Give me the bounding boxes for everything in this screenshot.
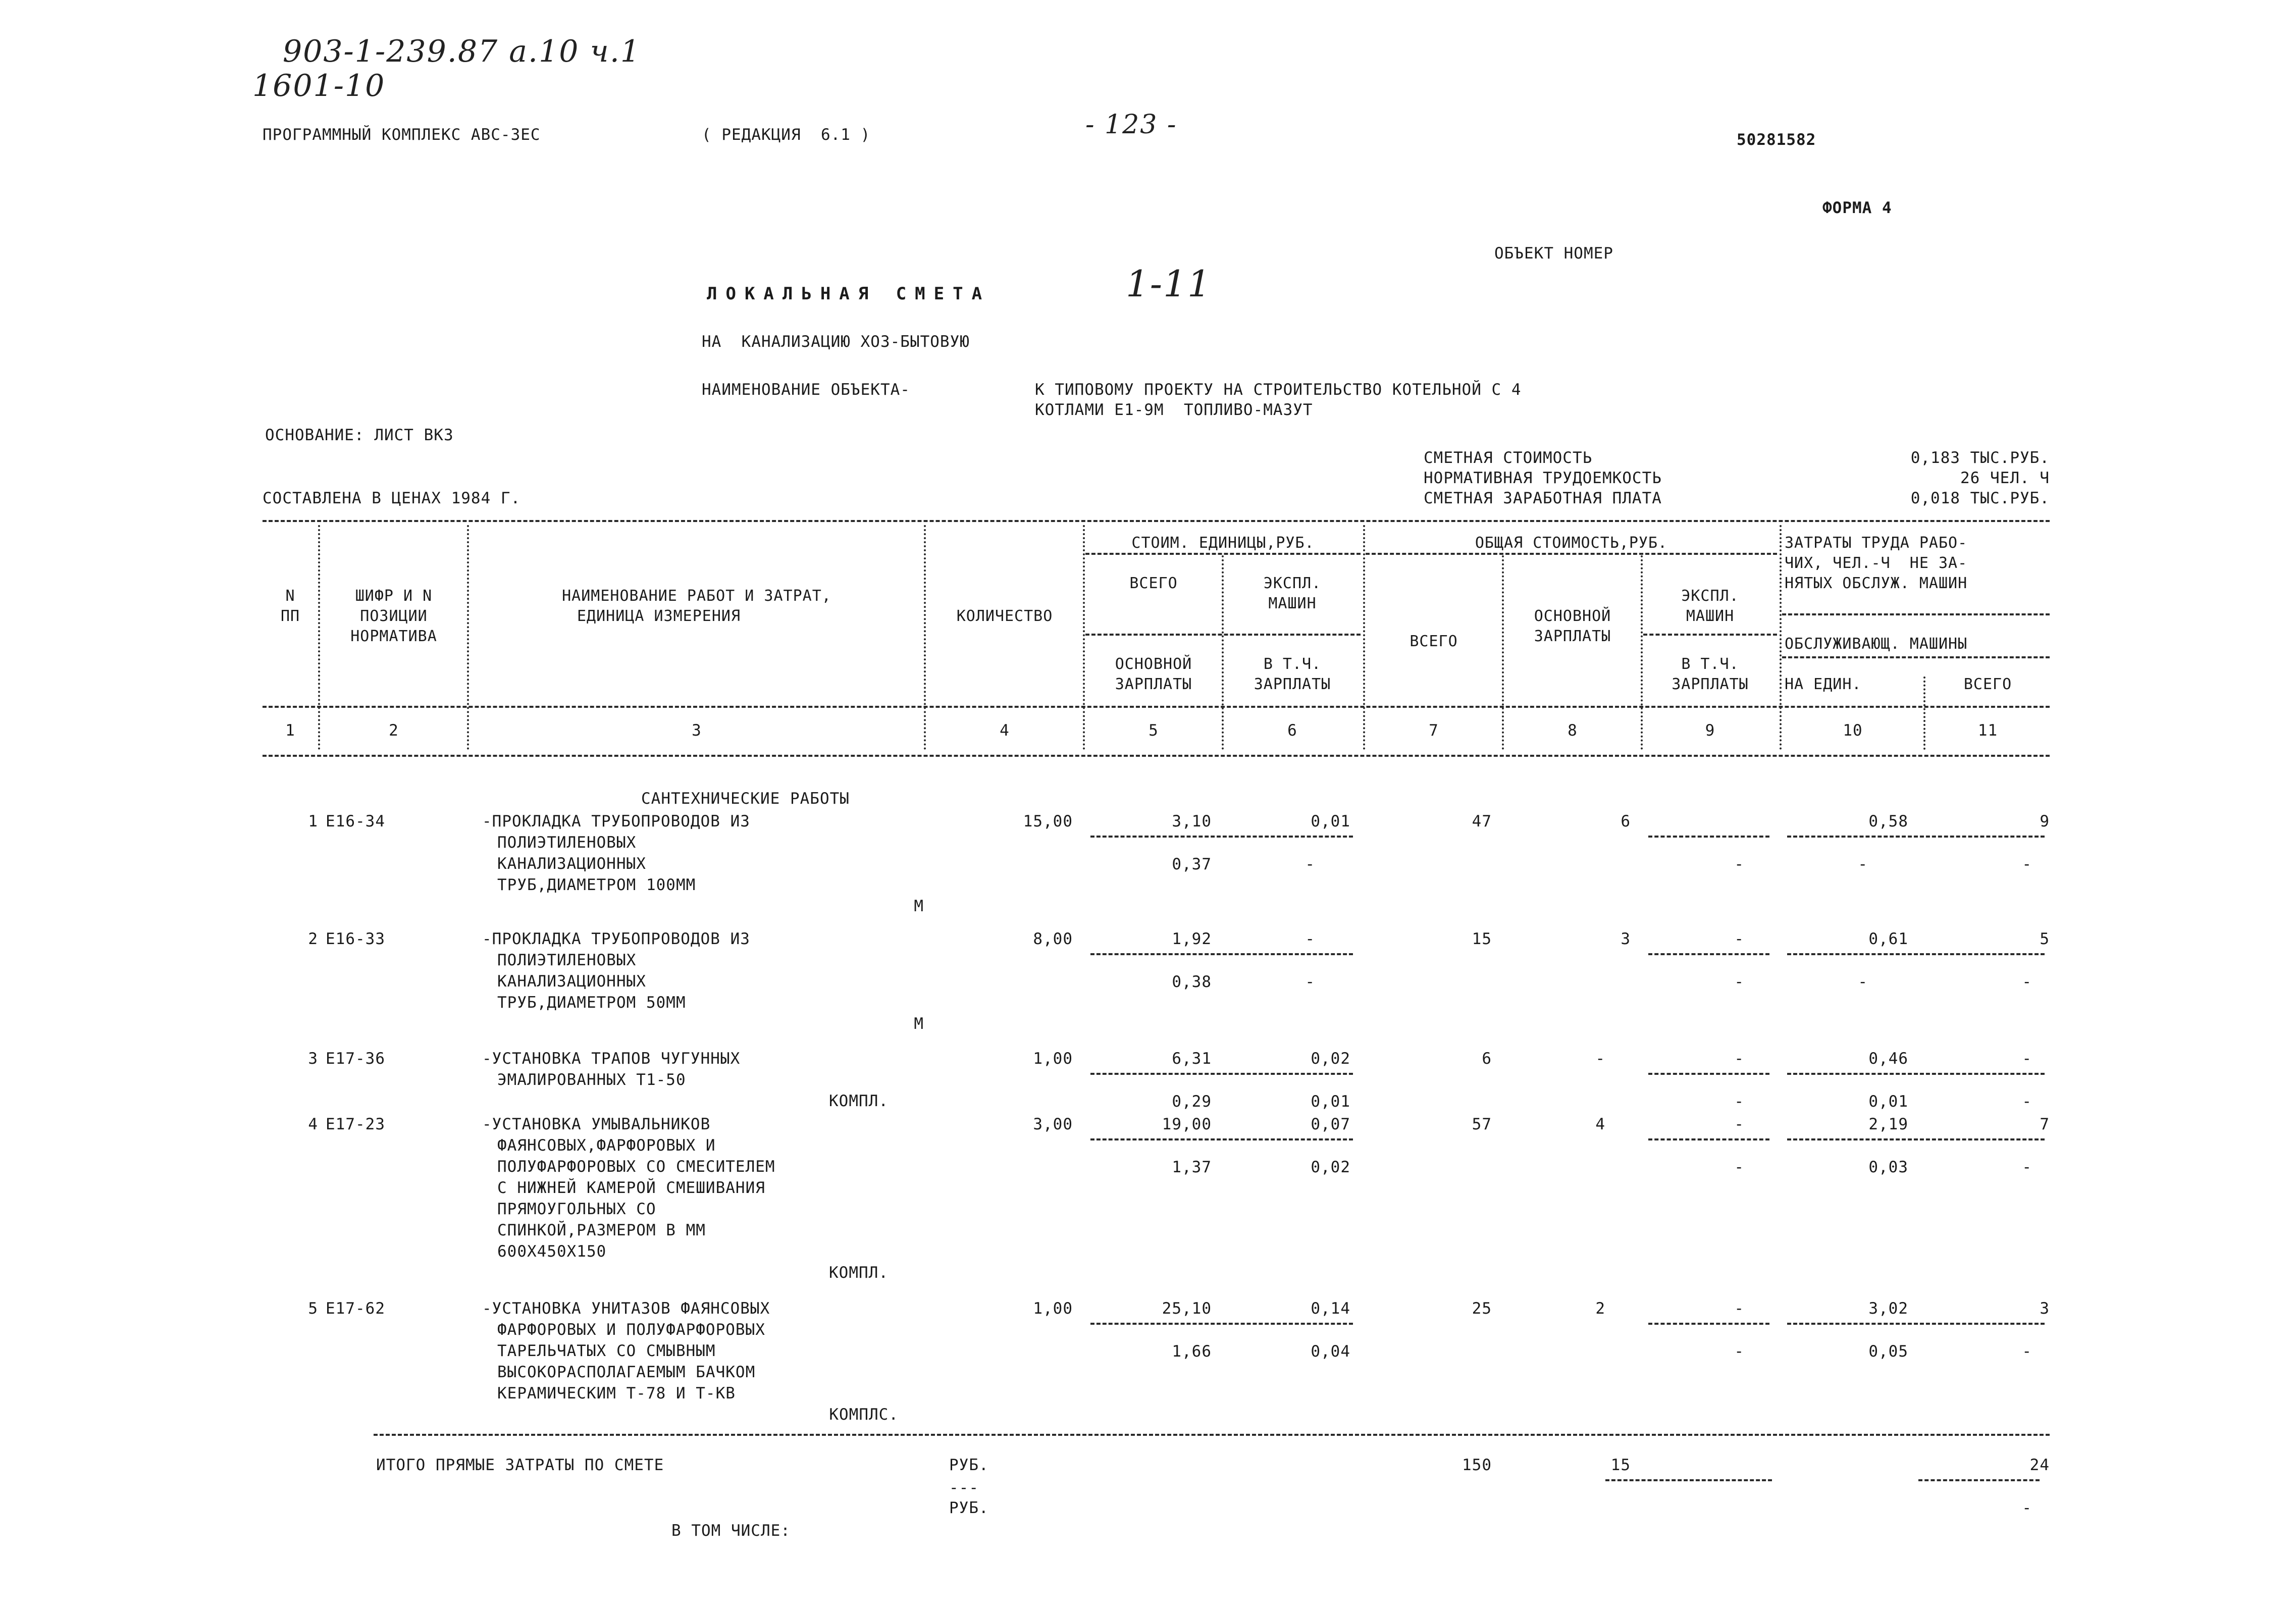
col-sep-4	[1083, 525, 1085, 750]
row-1-line-4: ТРУБ,ДИАМЕТРОМ 100ММ	[497, 876, 696, 894]
col-header-name-2: ЕДИНИЦА ИЗМЕРЕНИЯ	[577, 607, 741, 625]
summary-value-wage: 0,018 ТЫС.РУБ.	[1910, 489, 2050, 507]
row-3-code: Е17-36	[326, 1050, 385, 1068]
row-4-total-mach: -	[1734, 1115, 1744, 1133]
row-4-total: 57	[1472, 1115, 1492, 1133]
col-header-labor-total: ВСЕГО	[1963, 675, 2012, 693]
col-sep-6	[1363, 525, 1365, 750]
row-1-code: Е16-34	[326, 812, 385, 830]
row-2-line-2: ПОЛИЭТИЛЕНОВЫХ	[497, 951, 637, 969]
row-4-labor-unit-b: 0,03	[1868, 1158, 1908, 1176]
totals-rule	[374, 1434, 2050, 1436]
row-3-unit-rule	[1090, 1073, 1353, 1075]
row-3-labor-rule	[1787, 1073, 2045, 1075]
row-5-labor-total-b: -	[2022, 1342, 2032, 1361]
row-3-unit-mach: 0,02	[1311, 1050, 1350, 1068]
row-3-unit-mach-wage: 0,01	[1311, 1093, 1350, 1111]
row-2-labor-total: 5	[2040, 930, 2050, 948]
row-5-number: 5	[308, 1300, 318, 1318]
col-sep-5	[1222, 555, 1224, 750]
row-1-total-wage: 6	[1621, 812, 1631, 830]
row-4-qty: 3,00	[1033, 1115, 1073, 1133]
row-2-unit-wage: 0,38	[1172, 973, 1212, 991]
row-1-unit: М	[914, 897, 924, 915]
row-4-line-3: ПОЛУФАРФОРОВЫХ СО СМЕСИТЕЛЕМ	[497, 1158, 775, 1176]
col-header-n: N	[285, 587, 295, 605]
row-5-line-2: ФАРФОРОВЫХ И ПОЛУФАРФОРОВЫХ	[497, 1321, 765, 1339]
row-1-unit-rule	[1090, 836, 1353, 838]
price-base: СОСТАВЛЕНА В ЦЕНАХ 1984 Г.	[263, 489, 521, 507]
col-sep-10	[1923, 677, 1925, 750]
row-4-unit-mach-wage: 0,02	[1311, 1158, 1350, 1176]
col-header-labor-unit: НА ЕДИН.	[1785, 675, 1862, 693]
row-2-unit-total: 1,92	[1172, 930, 1212, 948]
row-2-mach-rule	[1648, 953, 1769, 955]
totals-label: ИТОГО ПРЯМЫЕ ЗАТРАТЫ ПО СМЕТЕ	[376, 1456, 664, 1474]
row-2-labor-rule	[1787, 953, 2045, 955]
row-2-unit-mach-wage: -	[1305, 973, 1315, 991]
totals-labor-total: 24	[2029, 1456, 2050, 1474]
row-4-total-mach-wage: -	[1734, 1158, 1744, 1176]
summary-value-cost: 0,183 ТЫС.РУБ.	[1910, 449, 2050, 467]
col-number-4: 4	[1000, 721, 1010, 740]
col-header-code-2: ПОЗИЦИИ	[360, 607, 428, 625]
row-4-total-wage: 4	[1595, 1115, 1605, 1133]
row-4-unit-wage: 1,37	[1172, 1158, 1212, 1176]
row-2-labor-unit: 0,61	[1868, 930, 1908, 948]
row-3-line-1: -УСТАНОВКА ТРАПОВ ЧУГУННЫХ	[482, 1050, 741, 1068]
object-number-label: ОБЪЕКТ НОМЕР	[1494, 244, 1613, 263]
col-header-unit-mach-1: ЭКСПЛ.	[1263, 575, 1322, 592]
col-number-1: 1	[285, 721, 295, 740]
row-1-line-2: ПОЛИЭТИЛЕНОВЫХ	[497, 834, 637, 852]
estimate-basis: ОСНОВАНИЕ: ЛИСТ ВКЗ	[265, 426, 454, 444]
row-1-labor-total-b: -	[2022, 855, 2032, 873]
row-5-unit-rule	[1090, 1323, 1353, 1325]
table-rule-top	[263, 520, 2050, 522]
row-1-unit-mach: 0,01	[1311, 812, 1350, 830]
col-header-labor-3: НЯТЫХ ОБСЛУЖ. МАШИН	[1785, 575, 1968, 592]
col-header-qty: КОЛИЧЕСТВО	[956, 607, 1053, 625]
row-2-line-3: КАНАЛИЗАЦИОННЫХ	[497, 972, 646, 991]
row-4-unit-rule	[1090, 1138, 1353, 1140]
row-5-mach-rule	[1648, 1323, 1769, 1325]
summary-label-labor: НОРМАТИВНАЯ ТРУДОЕМКОСТЬ	[1424, 469, 1662, 487]
totals-labor-rule	[1918, 1479, 2040, 1481]
col-header-unit-mach-2: МАШИН	[1268, 595, 1317, 612]
row-5-line-5: КЕРАМИЧЕСКИМ Т-78 И Т-КВ	[497, 1384, 736, 1402]
row-1-labor-unit: 0,58	[1868, 812, 1908, 830]
row-5-line-4: ВЫСОКОРАСПОЛАГАЕМЫМ БАЧКОМ	[497, 1363, 756, 1381]
col-header-total-wage-1: ОСНОВНОЙ	[1534, 607, 1611, 625]
row-5-labor-rule	[1787, 1323, 2045, 1325]
totals-mach-rule	[1605, 1479, 1772, 1481]
col-number-8: 8	[1568, 721, 1578, 740]
col-number-11: 11	[1977, 721, 1998, 740]
summary-label-wage: СМЕТНАЯ ЗАРАБОТНАЯ ПЛАТА	[1424, 489, 1662, 507]
row-2-unit: М	[914, 1015, 924, 1033]
estimate-subject: НА КАНАЛИЗАЦИЮ ХОЗ-БЫТОВУЮ	[702, 333, 970, 351]
row-2-line-1: -ПРОКЛАДКА ТРУБОПРОВОДОВ ИЗ	[482, 930, 750, 948]
summary-label-cost: СМЕТНАЯ СТОИМОСТЬ	[1424, 449, 1593, 467]
row-4-unit-total: 19,00	[1162, 1115, 1212, 1133]
row-5-total-mach-wage: -	[1734, 1342, 1744, 1361]
row-1-unit-total: 3,10	[1172, 812, 1212, 830]
handwritten-sheet-number: 1601-10	[252, 68, 386, 103]
row-3-total-wage: -	[1595, 1050, 1605, 1068]
col-number-5: 5	[1149, 721, 1159, 740]
table-rule-numbers-bottom	[263, 755, 2050, 757]
row-4-line-6: СПИНКОЙ,РАЗМЕРОМ В ММ	[497, 1221, 706, 1239]
totals-unit: РУБ.	[949, 1456, 989, 1474]
row-5-total-mach: -	[1734, 1300, 1744, 1318]
software-edition: ( РЕДАКЦИЯ 6.1 )	[702, 126, 871, 144]
row-1-labor-rule	[1787, 836, 2045, 838]
row-2-labor-unit-b: -	[1858, 973, 1868, 991]
col-sep-7	[1502, 555, 1504, 750]
row-5-code: Е17-62	[326, 1300, 385, 1318]
row-4-number: 4	[308, 1115, 318, 1133]
row-3-unit-wage: 0,29	[1172, 1093, 1212, 1111]
row-2-qty: 8,00	[1033, 930, 1073, 948]
row-1-total: 47	[1472, 812, 1492, 830]
col-header-code-1: ШИФР И N	[355, 587, 433, 605]
row-3-labor-total-b: -	[2022, 1093, 2032, 1111]
row-2-unit-rule	[1090, 953, 1353, 955]
row-5-unit-mach: 0,14	[1311, 1300, 1350, 1318]
document-number: 50281582	[1737, 131, 1816, 149]
row-1-line-1: -ПРОКЛАДКА ТРУБОПРОВОДОВ ИЗ	[482, 812, 750, 830]
row-5-total: 25	[1472, 1300, 1492, 1318]
row-5-line-1: -УСТАНОВКА УНИТАЗОВ ФАЯНСОВЫХ	[482, 1300, 770, 1318]
software-name: ПРОГРАММНЫЙ КОМПЛЕКС АВС-ЗЕС	[263, 126, 541, 144]
col-header-n-2: ПП	[280, 607, 300, 625]
row-4-line-4: С НИЖНЕЙ КАМЕРОЙ СМЕШИВАНИЯ	[497, 1179, 765, 1197]
col-header-unit-total: ВСЕГО	[1129, 575, 1178, 592]
col-header-unit-incl-2: ЗАРПЛАТЫ	[1254, 675, 1331, 693]
form-label: ФОРМА 4	[1822, 199, 1892, 217]
col-sep-3	[924, 525, 926, 750]
summary-value-labor: 26 ЧЕЛ. Ч	[1960, 469, 2050, 487]
row-3-total: 6	[1482, 1050, 1492, 1068]
row-2-unit-mach: -	[1305, 930, 1315, 948]
handwritten-page-number: - 123 -	[1085, 110, 1177, 140]
totals-including: В ТОМ ЧИСЛЕ:	[671, 1522, 791, 1540]
col-number-7: 7	[1429, 721, 1439, 740]
col-sep-2	[467, 525, 469, 750]
col-sep-9	[1780, 525, 1782, 750]
totals-labor-total-b: -	[2022, 1499, 2032, 1517]
row-1-qty: 15,00	[1023, 812, 1073, 830]
row-1-number: 1	[308, 812, 318, 830]
col-header-labor-4: ОБСЛУЖИВАЮЩ. МАШИНЫ	[1785, 635, 1968, 653]
header-rule-labor-1	[1782, 613, 2050, 615]
col-header-total-mach-2: МАШИН	[1686, 607, 1735, 625]
row-3-total-mach-wage: -	[1734, 1093, 1744, 1111]
row-1-line-3: КАНАЛИЗАЦИОННЫХ	[497, 855, 646, 873]
col-number-3: 3	[692, 721, 702, 740]
row-3-labor-unit: 0,46	[1868, 1050, 1908, 1068]
col-number-10: 10	[1843, 721, 1863, 740]
row-1-unit-mach-wage: -	[1305, 855, 1315, 873]
row-5-unit-mach-wage: 0,04	[1311, 1342, 1350, 1361]
row-5-unit-wage: 1,66	[1172, 1342, 1212, 1361]
row-4-line-7: 600Х450Х150	[497, 1242, 607, 1261]
totals-total: 150	[1462, 1456, 1492, 1474]
col-header-unit-wage-1: ОСНОВНОЙ	[1115, 655, 1192, 673]
row-1-labor-unit-b: -	[1858, 855, 1868, 873]
row-5-labor-total: 3	[2040, 1300, 2050, 1318]
handwritten-doc-ref: 903-1-239.87 a.10 ч.1	[283, 34, 641, 69]
row-2-labor-total-b: -	[2022, 973, 2032, 991]
row-3-qty: 1,00	[1033, 1050, 1073, 1068]
col-header-name-1: НАИМЕНОВАНИЕ РАБОТ И ЗАТРАТ,	[562, 587, 831, 605]
col-header-total-incl-2: ЗАРПЛАТЫ	[1672, 675, 1749, 693]
row-1-unit-wage: 0,37	[1172, 855, 1212, 873]
row-5-unit: КОМПЛС.	[829, 1406, 899, 1424]
col-header-total-cost: ОБЩАЯ СТОИМОСТЬ,РУБ.	[1475, 534, 1668, 552]
row-5-labor-unit: 3,02	[1868, 1300, 1908, 1318]
col-header-total-all: ВСЕГО	[1410, 633, 1458, 650]
row-2-total-mach-wage: -	[1734, 973, 1744, 991]
row-2-line-4: ТРУБ,ДИАМЕТРОМ 50ММ	[497, 994, 686, 1012]
object-name-line-2: КОТЛАМИ Е1-9М ТОПЛИВО-МАЗУТ	[1035, 401, 1313, 419]
row-4-mach-rule	[1648, 1138, 1769, 1140]
row-5-total-wage: 2	[1595, 1300, 1605, 1318]
row-4-unit-mach: 0,07	[1311, 1115, 1350, 1133]
row-3-line-2: ЭМАЛИРОВАННЫХ Т1-50	[497, 1071, 686, 1089]
row-2-total-mach: -	[1734, 930, 1744, 948]
object-name-label: НАИМЕНОВАНИЕ ОБЪЕКТА-	[702, 381, 910, 399]
totals-total-wage: 15	[1610, 1456, 1631, 1474]
row-3-unit-total: 6,31	[1172, 1050, 1212, 1068]
header-rule-mach-mid	[1643, 634, 1777, 636]
row-4-labor-total-b: -	[2022, 1158, 2032, 1176]
section-title: САНТЕХНИЧЕСКИЕ РАБОТЫ	[641, 790, 850, 808]
row-3-labor-unit-b: 0,01	[1868, 1093, 1908, 1111]
row-1-labor-total: 9	[2040, 812, 2050, 830]
col-number-6: 6	[1287, 721, 1297, 740]
col-sep-1	[318, 525, 320, 750]
row-3-mach-rule	[1648, 1073, 1769, 1075]
col-header-total-incl-1: В Т.Ч.	[1681, 655, 1739, 673]
totals-unit-2: РУБ.	[949, 1499, 989, 1517]
object-name-line-1: К ТИПОВОМУ ПРОЕКТУ НА СТРОИТЕЛЬСТВО КОТЕЛЬНОЙ С 4	[1035, 381, 1522, 399]
col-header-unit-wage-2: ЗАРПЛАТЫ	[1115, 675, 1192, 693]
col-header-code-3: НОРМАТИВА	[350, 628, 437, 645]
row-4-labor-rule	[1787, 1138, 2045, 1140]
row-4-labor-total: 7	[2040, 1115, 2050, 1133]
row-3-labor-total: -	[2022, 1050, 2032, 1068]
row-2-total-wage: 3	[1621, 930, 1631, 948]
row-1-mach-rule	[1648, 836, 1769, 838]
row-3-total-mach: -	[1734, 1050, 1744, 1068]
row-2-number: 2	[308, 930, 318, 948]
row-1-total-mach-wage: -	[1734, 855, 1744, 873]
col-header-total-mach-1: ЭКСПЛ.	[1681, 587, 1739, 605]
col-number-2: 2	[389, 721, 399, 740]
row-4-line-1: -УСТАНОВКА УМЫВАЛЬНИКОВ	[482, 1115, 711, 1133]
col-header-labor-2: ЧИХ, ЧЕЛ.-Ч НЕ ЗА-	[1785, 554, 1968, 572]
table-rule-header-bottom	[263, 706, 2050, 708]
row-2-total: 15	[1472, 930, 1492, 948]
header-rule-unit-mid	[1085, 634, 1361, 636]
col-sep-8	[1641, 555, 1643, 750]
row-3-unit: КОМПЛ.	[829, 1092, 889, 1110]
row-5-labor-unit-b: 0,05	[1868, 1342, 1908, 1361]
row-4-line-2: ФАЯНСОВЫХ,ФАРФОРОВЫХ И	[497, 1136, 716, 1155]
row-5-unit-total: 25,10	[1162, 1300, 1212, 1318]
header-rule-labor-2	[1782, 656, 2050, 658]
col-number-9: 9	[1705, 721, 1715, 740]
row-5-line-3: ТАРЕЛЬЧАТЫХ СО СМЫВНЫМ	[497, 1342, 716, 1360]
row-5-qty: 1,00	[1033, 1300, 1073, 1318]
row-4-code: Е17-23	[326, 1115, 385, 1133]
col-header-labor-1: ЗАТРАТЫ ТРУДА РАБО-	[1785, 534, 1968, 552]
row-4-unit: КОМПЛ.	[829, 1264, 889, 1282]
totals-unit-dash: ---	[949, 1479, 979, 1497]
col-header-unit-cost: СТОИМ. ЕДИНИЦЫ,РУБ.	[1131, 534, 1315, 552]
row-4-line-5: ПРЯМОУГОЛЬНЫХ СО	[497, 1200, 656, 1218]
estimate-title: ЛОКАЛЬНАЯ СМЕТА	[707, 284, 991, 304]
row-2-code: Е16-33	[326, 930, 385, 948]
row-4-labor-unit: 2,19	[1868, 1115, 1908, 1133]
col-header-unit-incl-1: В Т.Ч.	[1263, 655, 1322, 673]
row-3-number: 3	[308, 1050, 318, 1068]
handwritten-estimate-number: 1-11	[1126, 263, 1212, 305]
col-header-total-wage-2: ЗАРПЛАТЫ	[1534, 628, 1611, 645]
